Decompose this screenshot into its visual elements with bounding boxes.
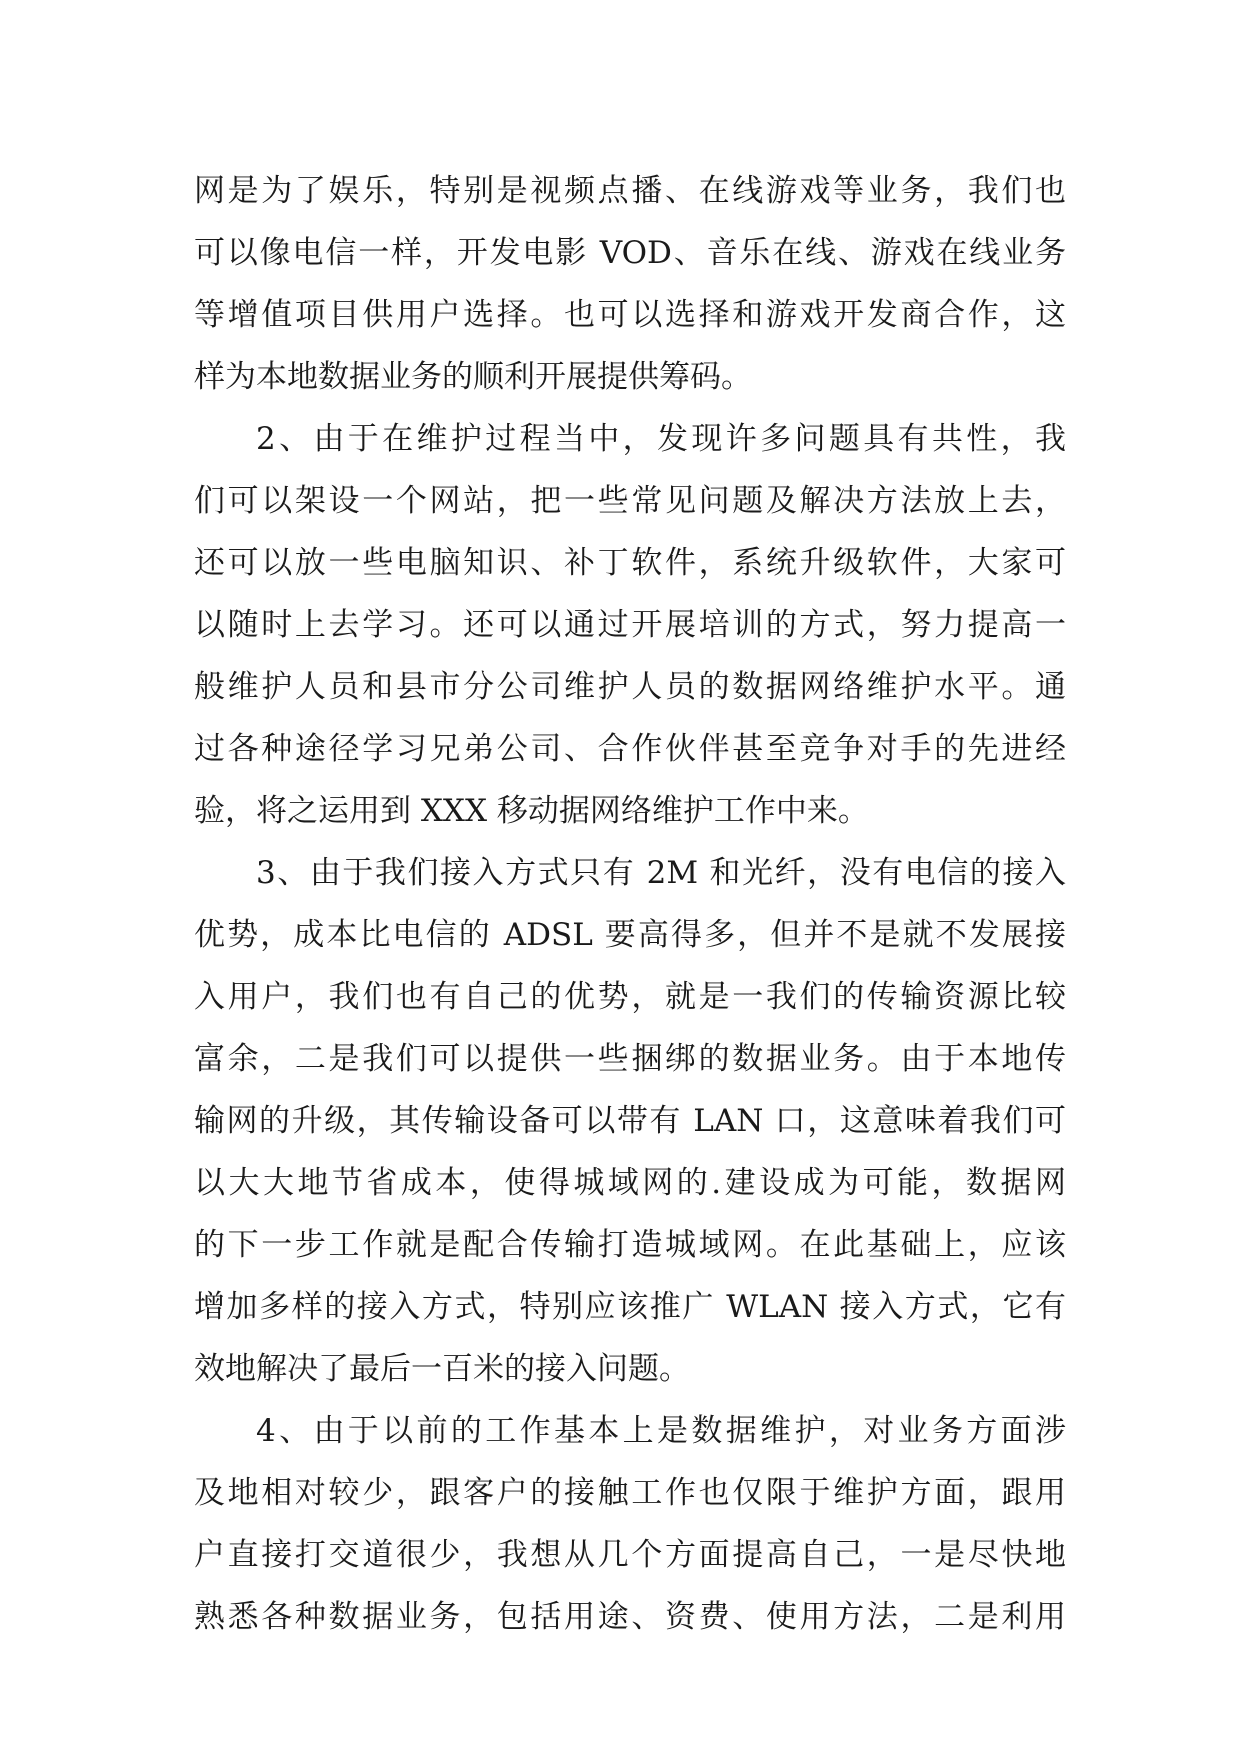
text-line: 增加多样的接入方式，特别应该推广 WLAN 接入方式，它有 <box>194 1289 1066 1325</box>
text-line: 入用户，我们也有自己的优势，就是一我们的传输资源比较 <box>194 979 1066 1015</box>
text-line: 般维护人员和县市分公司维护人员的数据网络维护水平。通 <box>194 669 1066 705</box>
text-line: 过各种途径学习兄弟公司、合作伙伴甚至竞争对手的先进经 <box>194 731 1066 767</box>
text-line: 输网的升级，其传输设备可以带有 LAN 口，这意味着我们可 <box>194 1103 1066 1139</box>
body-text <box>194 160 1066 1648</box>
text-line: 2、由于在维护过程当中，发现许多问题具有共性，我 <box>256 421 1066 457</box>
text-line: 以大大地节省成本，使得城域网的.建设成为可能，数据网 <box>194 1165 1066 1201</box>
text-line: 网是为了娱乐，特别是视频点播、在线游戏等业务，我们也 <box>194 173 1066 209</box>
text-line: 还可以放一些电脑知识、补丁软件，系统升级软件，大家可 <box>194 545 1066 581</box>
text-line: 等增值项目供用户选择。也可以选择和游戏开发商合作，这 <box>194 297 1066 333</box>
text-line: 验，将之运用到 XXX 移动据网络维护工作中来。 <box>194 793 869 829</box>
text-line: 的下一步工作就是配合传输打造城域网。在此基础上，应该 <box>194 1227 1066 1263</box>
text-line: 可以像电信一样，开发电影 VOD、音乐在线、游戏在线业务 <box>194 235 1066 271</box>
text-line: 们可以架设一个网站，把一些常见问题及解决方法放上去， <box>194 483 1066 519</box>
text-line: 以随时上去学习。还可以通过开展培训的方式，努力提高一 <box>194 607 1066 643</box>
text-line: 熟悉各种数据业务，包括用途、资费、使用方法，二是利用 <box>194 1599 1066 1635</box>
text-line: 富余，二是我们可以提供一些捆绑的数据业务。由于本地传 <box>194 1041 1066 1077</box>
text-line: 户直接打交道很少，我想从几个方面提高自己，一是尽快地 <box>194 1537 1066 1573</box>
text-line: 样为本地数据业务的顺利开展提供筹码。 <box>194 359 752 395</box>
text-line: 4、由于以前的工作基本上是数据维护，对业务方面涉 <box>256 1413 1066 1449</box>
text-line: 3、由于我们接入方式只有 2M 和光纤，没有电信的接入 <box>256 855 1066 891</box>
text-line: 优势，成本比电信的 ADSL 要高得多，但并不是就不发展接 <box>194 917 1066 953</box>
text-line: 及地相对较少，跟客户的接触工作也仅限于维护方面，跟用 <box>194 1475 1066 1511</box>
text-line: 效地解决了最后一百米的接入问题。 <box>194 1351 690 1387</box>
